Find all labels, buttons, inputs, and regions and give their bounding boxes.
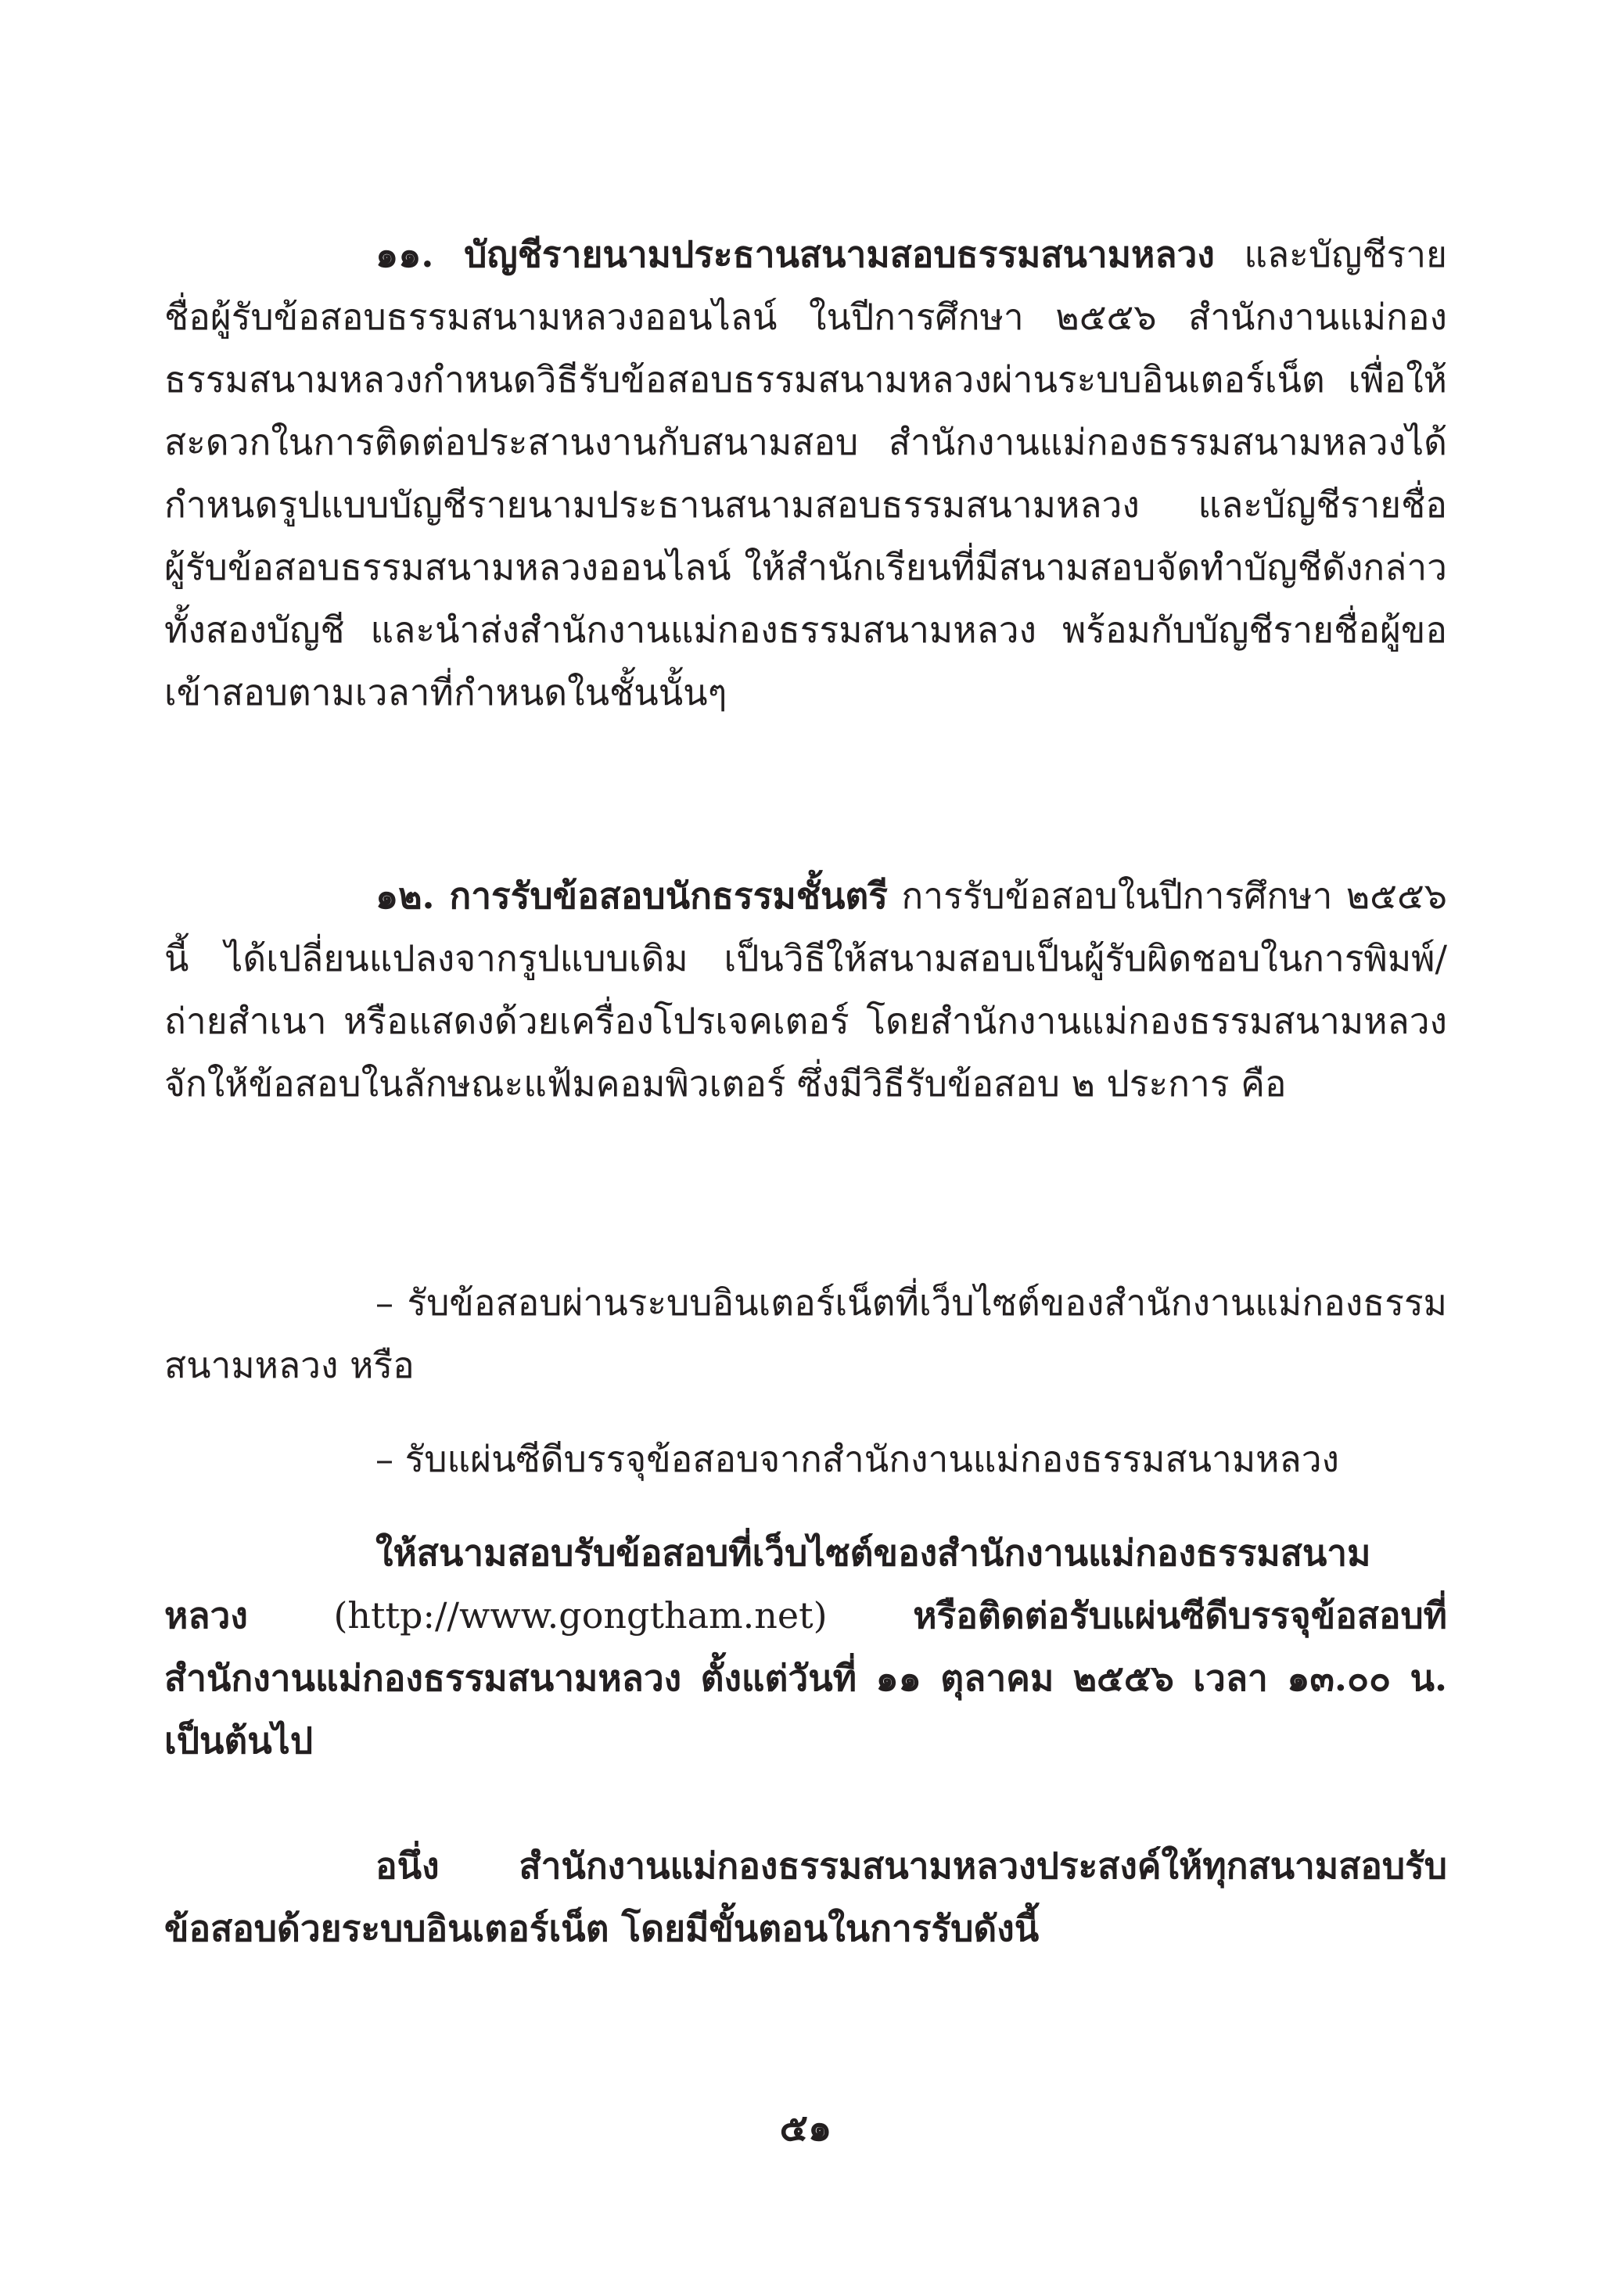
notice-part2: หรือติดต่อรับแผ่นซีดีบรรจุข้อสอบที่สำนักงานแม่กองธรรมสนามหลวง ตั้งแต่วันที่ ๑๑ ตุลาคม ๒๕๕๖ เวลา ๑๓.๐๐ น. เป็นต้นไป [164, 1594, 1447, 1762]
notice-part1: ให้สนามสอบรับข้อสอบที่เว็บไซต์ของสำนักงานแม่กองธรรมสนามหลวง [164, 1532, 1371, 1637]
paragraph-12-heading: ๑๒. การรับข้อสอบนักธรรมชั้นตรี [375, 875, 888, 917]
page-number: ๕๑ [779, 2106, 832, 2150]
paragraph-notice [164, 1522, 1447, 1772]
bullet-item-internet [164, 1271, 1447, 1396]
closing-text: อนึ่ง สำนักงานแม่กองธรรมสนามหลวงประสงค์ให้ทุกสนามสอบรับข้อสอบด้วยระบบอินเตอร์เน็ต โดยมีขั้นตอนในการรับดังนี้ [164, 1845, 1447, 1949]
paragraph-11-heading: ๑๑. บัญชีรายนามประธานสนามสอบธรรมสนามหลวง [375, 233, 1215, 275]
bullet-item-cd [164, 1428, 1447, 1490]
paragraph-12-body: การรับข้อสอบในปีการศึกษา ๒๕๕๖ นี้ ได้เปลี่ยนแปลงจากรูปแบบเดิม เป็นวิธีให้สนามสอบเป็นผู้รับผิดชอบในการพิมพ์/ถ่ายสำเนา หรือแสดงด้วยเครื่องโปรเจคเตอร์ โดยสำนักงานแม่กองธรรมสนามหลวงจักให้ข้อสอบในลักษณะแฟ้มคอมพิวเตอร์ ซึ่งมีวิธีรับข้อสอบ ๒ ประการ คือ [164, 875, 1447, 1105]
bullet-item-cd-text: – รับแผ่นซีดีบรรจุข้อสอบจากสำนักงานแม่กองธรรมสนามหลวง [375, 1438, 1339, 1480]
paragraph-11-body: และบัญชีรายชื่อผู้รับข้อสอบธรรมสนามหลวงออนไลน์ ในปีการศึกษา ๒๕๕๖ สำนักงานแม่กองธรรมสนามหลวงกำหนดวิธีรับข้อสอบธรรมสนามหลวงผ่านระบบอินเตอร์เน็ต เพื่อให้สะดวกในการติดต่อประสานงานกับสนามสอบ สำนักงานแม่กองธรรมสนามหลวงได้กำหนดรูปแบบบัญชีรายนามประธานสนามสอบธรรมสนามหลวง และบัญชีรายชื่อผู้รับข้อสอบธรรมสนามหลวงออนไลน์ ให้สำนักเรียนที่มีสนามสอบจัดทำบัญชีดังกล่าวทั้งสองบัญชี และนำส่งสำนักงานแม่กองธรรมสนามหลวง พร้อมกับบัญชีรายชื่อผู้ขอเข้าสอบตามเวลาที่กำหนดในชั้นนั้นๆ [164, 233, 1447, 713]
paragraph-12 [164, 864, 1447, 1115]
paragraph-11 [164, 223, 1447, 724]
document-page [164, 0, 1447, 2296]
notice-url: (http://www.gongtham.net) [247, 1594, 914, 1637]
paragraph-closing [164, 1834, 1447, 1960]
bullet-item-internet-text: – รับข้อสอบผ่านระบบอินเตอร์เน็ตที่เว็บไซต์ของสำนักงานแม่กองธรรมสนามหลวง หรือ [164, 1281, 1447, 1386]
